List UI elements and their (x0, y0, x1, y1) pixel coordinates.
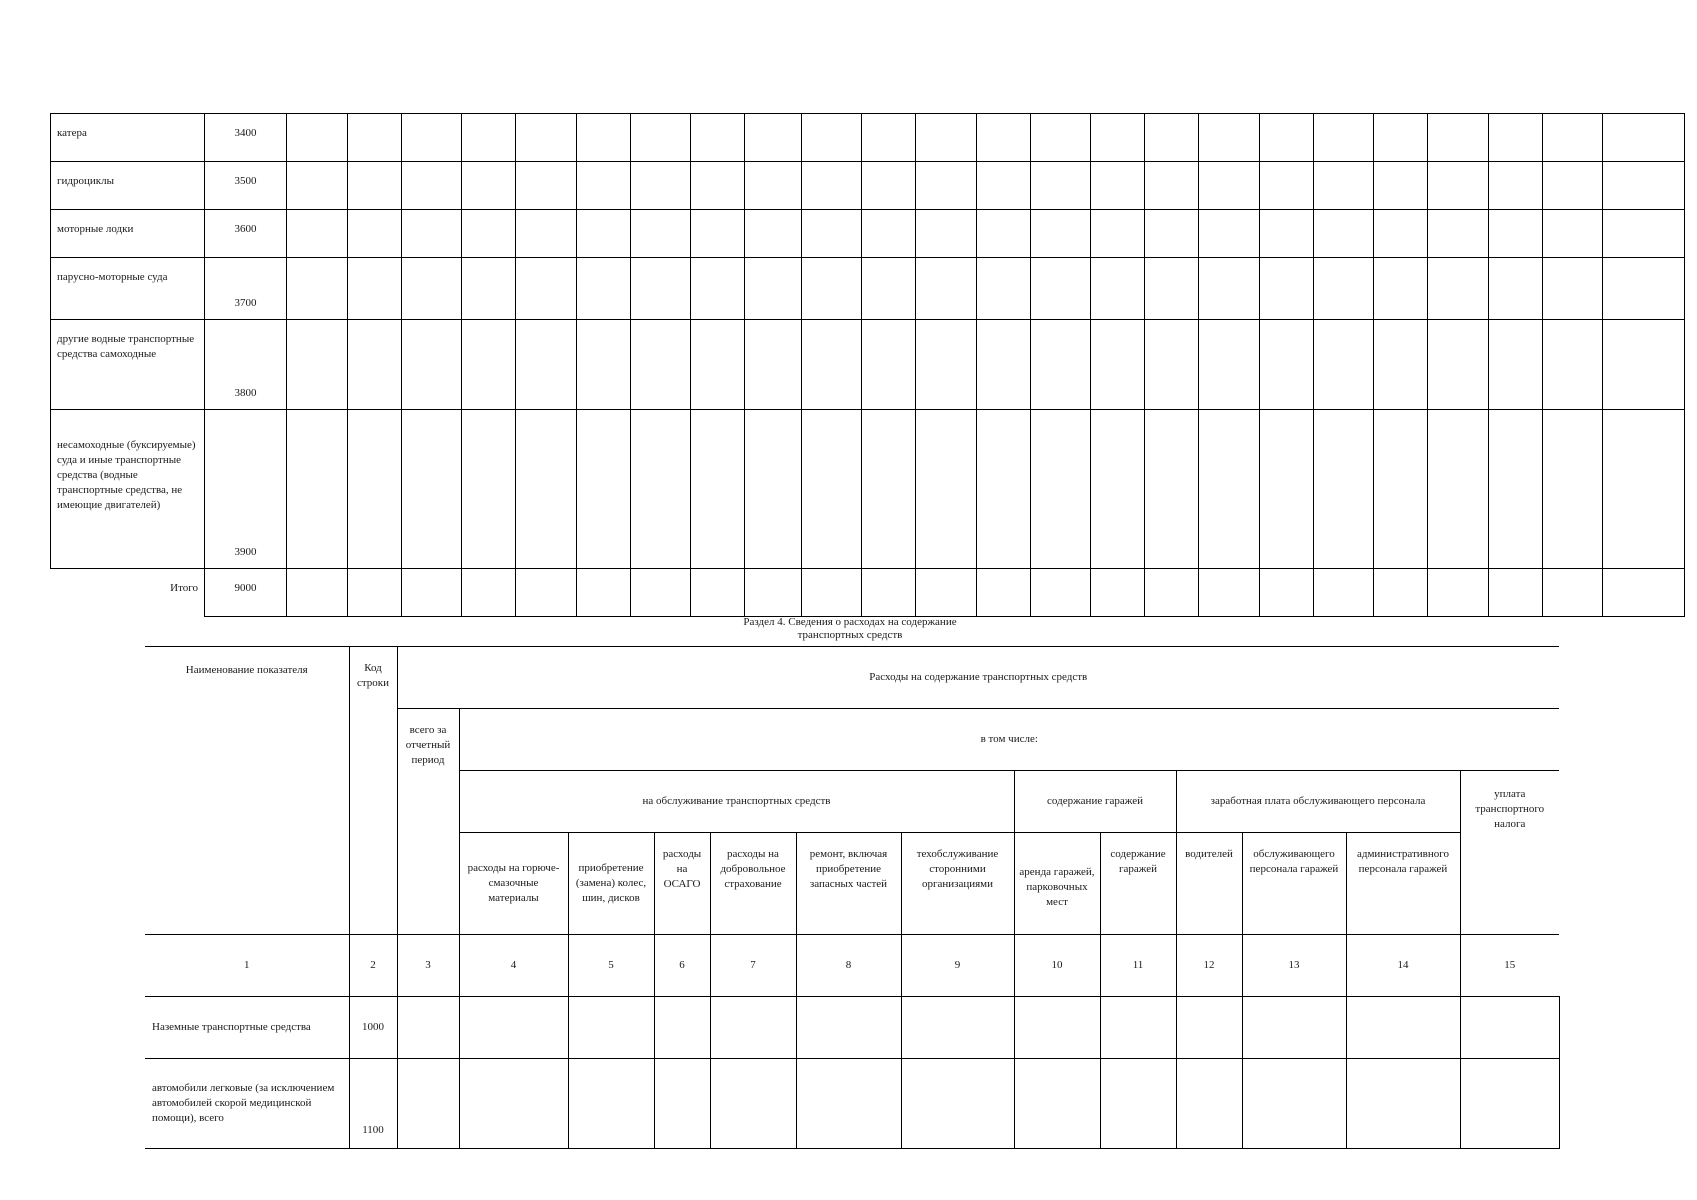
data-cell[interactable] (1199, 162, 1260, 210)
header-admin-staff: административного персонала гаражей (1346, 833, 1460, 935)
data-cell[interactable] (1260, 114, 1314, 162)
data-cell[interactable] (1603, 162, 1685, 210)
row-name: парусно-моторные суда (51, 258, 205, 320)
data-cell[interactable] (1145, 320, 1199, 410)
data-cell[interactable] (1489, 569, 1543, 617)
data-cell[interactable] (710, 997, 796, 1059)
data-cell[interactable] (691, 258, 745, 320)
data-cell[interactable] (577, 320, 631, 410)
data-cell[interactable] (1199, 569, 1260, 617)
data-cell[interactable] (862, 410, 916, 569)
data-cell[interactable] (516, 410, 577, 569)
data-cell[interactable] (916, 114, 977, 162)
row-code: 3700 (205, 258, 287, 320)
data-cell[interactable] (568, 997, 654, 1059)
data-cell[interactable] (802, 114, 862, 162)
data-cell[interactable] (691, 114, 745, 162)
data-cell[interactable] (348, 210, 402, 258)
data-cell[interactable] (1314, 410, 1374, 569)
data-cell[interactable] (1489, 320, 1543, 410)
column-number: 3 (397, 935, 459, 997)
data-cell[interactable] (1145, 210, 1199, 258)
data-cell[interactable] (1428, 114, 1489, 162)
data-cell[interactable] (1260, 320, 1314, 410)
data-cell[interactable] (1460, 1059, 1559, 1149)
data-cell[interactable] (862, 114, 916, 162)
data-cell[interactable] (1242, 1059, 1346, 1149)
data-cell[interactable] (577, 569, 631, 617)
data-cell[interactable] (402, 162, 462, 210)
data-cell[interactable] (1489, 410, 1543, 569)
column-number: 11 (1100, 935, 1176, 997)
data-cell[interactable] (654, 1059, 710, 1149)
data-cell[interactable] (802, 320, 862, 410)
data-cell[interactable] (1145, 114, 1199, 162)
data-cell[interactable] (1314, 162, 1374, 210)
data-cell[interactable] (901, 997, 1014, 1059)
transport-expenses-table (145, 646, 1560, 1149)
data-cell[interactable] (1031, 410, 1091, 569)
header-salary-group: заработная плата обслуживающего персонала (1176, 771, 1460, 833)
data-cell[interactable] (977, 162, 1031, 210)
header-drivers: водителей (1176, 833, 1242, 935)
data-cell[interactable] (287, 410, 348, 569)
data-cell[interactable] (1543, 410, 1603, 569)
data-cell[interactable] (348, 320, 402, 410)
header-garage-upkeep: содержание гаражей (1100, 833, 1176, 935)
data-cell[interactable] (691, 569, 745, 617)
data-cell[interactable] (691, 410, 745, 569)
data-cell[interactable] (1460, 997, 1559, 1059)
data-cell[interactable] (287, 210, 348, 258)
data-cell[interactable] (1603, 569, 1685, 617)
table-row (51, 410, 1685, 569)
data-cell[interactable] (796, 997, 901, 1059)
header-garage-rent: аренда гаражей, парковочных мест (1014, 833, 1100, 935)
data-cell[interactable] (916, 162, 977, 210)
header-third-party-service: техобслуживание сторонними организациями (901, 833, 1014, 935)
column-number: 12 (1176, 935, 1242, 997)
data-cell[interactable] (402, 258, 462, 320)
data-cell[interactable] (862, 162, 916, 210)
data-cell[interactable] (348, 114, 402, 162)
data-cell[interactable] (577, 210, 631, 258)
data-cell[interactable] (802, 258, 862, 320)
data-cell[interactable] (691, 320, 745, 410)
data-cell[interactable] (287, 320, 348, 410)
data-cell[interactable] (977, 258, 1031, 320)
data-cell[interactable] (691, 162, 745, 210)
data-cell[interactable] (916, 569, 977, 617)
data-cell[interactable] (1199, 114, 1260, 162)
data-cell[interactable] (916, 320, 977, 410)
data-cell[interactable] (1428, 162, 1489, 210)
data-cell[interactable] (1260, 410, 1314, 569)
header-total-period: всего за отчетный период (397, 709, 459, 935)
table-row (145, 997, 1559, 1059)
section-title-line: транспортных средств (797, 629, 903, 641)
table-row (51, 258, 1685, 320)
data-cell[interactable] (1603, 114, 1685, 162)
data-cell[interactable] (1543, 162, 1603, 210)
data-cell[interactable] (1428, 410, 1489, 569)
row-name: другие водные транспортные средства самоходные (51, 320, 205, 410)
data-cell[interactable] (1176, 997, 1242, 1059)
data-cell[interactable] (516, 569, 577, 617)
column-number: 7 (710, 935, 796, 997)
data-cell[interactable] (1346, 997, 1460, 1059)
data-cell[interactable] (1260, 569, 1314, 617)
data-cell[interactable] (1145, 569, 1199, 617)
column-number: 14 (1346, 935, 1460, 997)
data-cell[interactable] (1543, 114, 1603, 162)
data-cell[interactable] (691, 210, 745, 258)
data-cell[interactable] (1014, 997, 1100, 1059)
header-osago: расходы на ОСАГО (654, 833, 710, 935)
section-title-line: Раздел 4. Сведения о расходах на содержание (743, 616, 957, 628)
data-cell[interactable] (862, 320, 916, 410)
data-cell[interactable] (287, 569, 348, 617)
data-cell[interactable] (462, 162, 516, 210)
data-cell[interactable] (1031, 320, 1091, 410)
data-cell[interactable] (287, 114, 348, 162)
data-cell[interactable] (462, 210, 516, 258)
data-cell[interactable] (1091, 162, 1145, 210)
data-cell[interactable] (796, 1059, 901, 1149)
data-cell[interactable] (1428, 320, 1489, 410)
data-cell[interactable] (631, 410, 691, 569)
data-cell[interactable] (402, 210, 462, 258)
column-numbers-row (145, 935, 1559, 997)
data-cell[interactable] (1489, 162, 1543, 210)
data-cell[interactable] (462, 258, 516, 320)
total-code: 9000 (205, 569, 287, 617)
row-code: 3400 (205, 114, 287, 162)
data-cell[interactable] (710, 1059, 796, 1149)
data-cell[interactable] (462, 569, 516, 617)
data-cell[interactable] (1489, 114, 1543, 162)
table-row (51, 320, 1685, 410)
column-number: 9 (901, 935, 1014, 997)
data-cell[interactable] (1543, 210, 1603, 258)
table-row (51, 210, 1685, 258)
header-expenses: Расходы на содержание транспортных средств (397, 647, 1559, 709)
header-garage-staff: обслуживающего персонала гаражей (1242, 833, 1346, 935)
data-cell[interactable] (1489, 210, 1543, 258)
data-cell[interactable] (1091, 114, 1145, 162)
header-voluntary-insurance: расходы на добровольное страхование (710, 833, 796, 935)
data-cell[interactable] (1374, 410, 1428, 569)
data-cell[interactable] (516, 210, 577, 258)
data-cell[interactable] (1543, 320, 1603, 410)
data-cell[interactable] (287, 162, 348, 210)
data-cell[interactable] (1199, 410, 1260, 569)
header-transport-tax: уплата транспортного налога (1460, 771, 1559, 935)
data-cell[interactable] (1428, 569, 1489, 617)
data-cell[interactable] (745, 162, 802, 210)
data-cell[interactable] (1145, 258, 1199, 320)
data-cell[interactable] (1314, 320, 1374, 410)
data-cell[interactable] (631, 162, 691, 210)
column-number: 10 (1014, 935, 1100, 997)
data-cell[interactable] (516, 114, 577, 162)
row-code: 1100 (349, 1059, 397, 1149)
data-cell[interactable] (1091, 410, 1145, 569)
data-cell[interactable] (1603, 210, 1685, 258)
header-garage-group: содержание гаражей (1014, 771, 1176, 833)
data-cell[interactable] (977, 210, 1031, 258)
data-cell[interactable] (1374, 258, 1428, 320)
data-cell[interactable] (1314, 210, 1374, 258)
data-cell[interactable] (459, 997, 568, 1059)
data-cell[interactable] (348, 569, 402, 617)
data-cell[interactable] (516, 258, 577, 320)
data-cell[interactable] (459, 1059, 568, 1149)
total-label: Итого (51, 569, 205, 617)
data-cell[interactable] (516, 320, 577, 410)
column-number: 8 (796, 935, 901, 997)
data-cell[interactable] (397, 997, 459, 1059)
data-cell[interactable] (745, 320, 802, 410)
data-cell[interactable] (1374, 320, 1428, 410)
data-cell[interactable] (802, 210, 862, 258)
data-cell[interactable] (1031, 569, 1091, 617)
data-cell[interactable] (568, 1059, 654, 1149)
data-cell[interactable] (1031, 210, 1091, 258)
data-cell[interactable] (745, 569, 802, 617)
data-cell[interactable] (1091, 258, 1145, 320)
column-number: 1 (145, 935, 349, 997)
data-cell[interactable] (348, 162, 402, 210)
section-4-title (620, 616, 1080, 642)
data-cell[interactable] (654, 997, 710, 1059)
data-cell[interactable] (402, 114, 462, 162)
data-cell[interactable] (745, 410, 802, 569)
data-cell[interactable] (1242, 997, 1346, 1059)
data-cell[interactable] (1314, 114, 1374, 162)
vehicle-count-table-continued (50, 113, 1685, 617)
data-cell[interactable] (1014, 1059, 1100, 1149)
data-cell[interactable] (1374, 162, 1428, 210)
data-cell[interactable] (1314, 258, 1374, 320)
column-number: 15 (1460, 935, 1559, 997)
data-cell[interactable] (1145, 410, 1199, 569)
data-cell[interactable] (1603, 320, 1685, 410)
row-code: 3900 (205, 410, 287, 569)
data-cell[interactable] (462, 410, 516, 569)
column-number: 6 (654, 935, 710, 997)
data-cell[interactable] (916, 410, 977, 569)
header-fuel: расходы на горюче-смазочные материалы (459, 833, 568, 935)
data-cell[interactable] (802, 569, 862, 617)
data-cell[interactable] (631, 114, 691, 162)
data-cell[interactable] (402, 320, 462, 410)
table-row-total (51, 569, 1685, 617)
data-cell[interactable] (745, 210, 802, 258)
data-cell[interactable] (1031, 114, 1091, 162)
header-repair: ремонт, включая приобретение запасных частей (796, 833, 901, 935)
data-cell[interactable] (1374, 210, 1428, 258)
data-cell[interactable] (1428, 210, 1489, 258)
data-cell[interactable] (1543, 258, 1603, 320)
data-cell[interactable] (1346, 1059, 1460, 1149)
row-code: 1000 (349, 997, 397, 1059)
row-name: Наземные транспортные средства (145, 997, 349, 1059)
data-cell[interactable] (397, 1059, 459, 1149)
row-name: несамоходные (буксируемые) суда и иные транспортные средства (водные транспортные средства, не имеющие двигателей) (51, 410, 205, 569)
column-number: 4 (459, 935, 568, 997)
row-code: 3500 (205, 162, 287, 210)
data-cell[interactable] (1176, 1059, 1242, 1149)
data-cell[interactable] (1091, 569, 1145, 617)
data-cell[interactable] (802, 162, 862, 210)
data-cell[interactable] (402, 410, 462, 569)
table-row (51, 162, 1685, 210)
header-row-code: Код строки (349, 647, 397, 935)
data-cell[interactable] (1199, 210, 1260, 258)
data-cell[interactable] (1260, 210, 1314, 258)
data-cell[interactable] (577, 410, 631, 569)
data-cell[interactable] (631, 320, 691, 410)
data-cell[interactable] (1260, 162, 1314, 210)
data-cell[interactable] (577, 162, 631, 210)
data-cell[interactable] (916, 258, 977, 320)
data-cell[interactable] (1428, 258, 1489, 320)
data-cell[interactable] (1489, 258, 1543, 320)
data-cell[interactable] (1145, 162, 1199, 210)
data-cell[interactable] (1374, 114, 1428, 162)
data-cell[interactable] (1100, 1059, 1176, 1149)
data-cell[interactable] (1091, 320, 1145, 410)
data-cell[interactable] (862, 569, 916, 617)
table-row (51, 114, 1685, 162)
row-name: автомобили легковые (за исключением автомобилей скорой медицинской помощи), всего (145, 1059, 349, 1149)
table-row (145, 1059, 1559, 1149)
data-cell[interactable] (1374, 569, 1428, 617)
data-cell[interactable] (901, 1059, 1014, 1149)
data-cell[interactable] (1031, 162, 1091, 210)
data-cell[interactable] (745, 258, 802, 320)
data-cell[interactable] (631, 569, 691, 617)
data-cell[interactable] (1603, 258, 1685, 320)
data-cell[interactable] (577, 258, 631, 320)
data-cell[interactable] (1603, 410, 1685, 569)
data-cell[interactable] (1031, 258, 1091, 320)
row-name: моторные лодки (51, 210, 205, 258)
header-including: в том числе: (459, 709, 1559, 771)
data-cell[interactable] (1091, 210, 1145, 258)
header-tires: приобретение (замена) колес, шин, дисков (568, 833, 654, 935)
data-cell[interactable] (1199, 320, 1260, 410)
data-cell[interactable] (577, 114, 631, 162)
data-cell[interactable] (802, 410, 862, 569)
data-cell[interactable] (745, 114, 802, 162)
data-cell[interactable] (916, 210, 977, 258)
data-cell[interactable] (1543, 569, 1603, 617)
data-cell[interactable] (1100, 997, 1176, 1059)
data-cell[interactable] (977, 320, 1031, 410)
header-indicator-name: Наименование показателя (145, 647, 349, 935)
data-cell[interactable] (1199, 258, 1260, 320)
data-cell[interactable] (977, 569, 1031, 617)
data-cell[interactable] (348, 410, 402, 569)
column-number: 2 (349, 935, 397, 997)
data-cell[interactable] (462, 320, 516, 410)
column-number: 5 (568, 935, 654, 997)
data-cell[interactable] (402, 569, 462, 617)
header-service-group: на обслуживание транспортных средств (459, 771, 1014, 833)
data-cell[interactable] (287, 258, 348, 320)
data-cell[interactable] (631, 258, 691, 320)
data-cell[interactable] (862, 210, 916, 258)
row-code: 3600 (205, 210, 287, 258)
row-name: катера (51, 114, 205, 162)
row-code: 3800 (205, 320, 287, 410)
data-cell[interactable] (1260, 258, 1314, 320)
data-cell[interactable] (977, 114, 1031, 162)
data-cell[interactable] (462, 114, 516, 162)
data-cell[interactable] (348, 258, 402, 320)
column-number: 13 (1242, 935, 1346, 997)
data-cell[interactable] (1314, 569, 1374, 617)
data-cell[interactable] (977, 410, 1031, 569)
data-cell[interactable] (631, 210, 691, 258)
data-cell[interactable] (516, 162, 577, 210)
data-cell[interactable] (862, 258, 916, 320)
row-name: гидроциклы (51, 162, 205, 210)
